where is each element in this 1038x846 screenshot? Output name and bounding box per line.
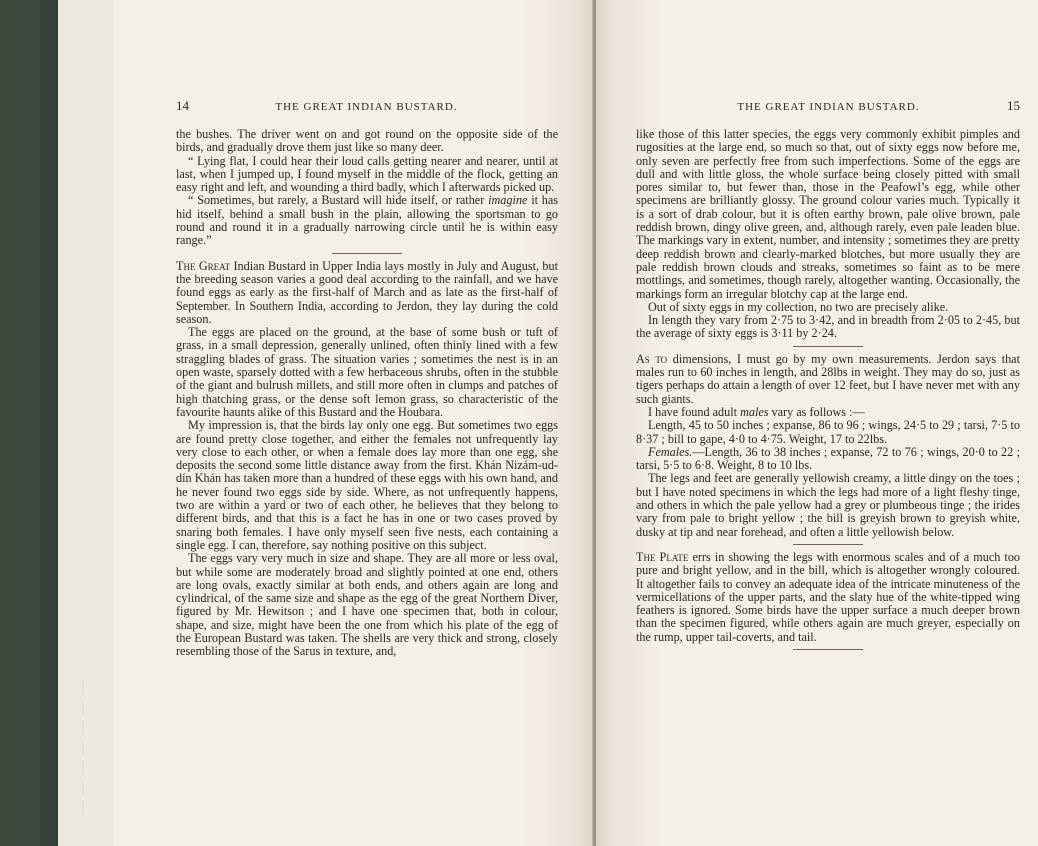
section-divider (793, 346, 863, 347)
paragraph: The Plate errs in showing the legs with enormous scales and of a much too pure and bright yellow, and in the bill, which is altogether wrongly coloured. It altogether fails to convey an adequate idea of the intricate minuteness of the vermicellations of the upper parts, and the slaty hue of the white-tipped wing feathers is ignored. Some birds have the upper surface a much deeper brown than the specimen figured, while others again are much greyer, especially on the rump, upper tail-coverts, and tail. (636, 549, 1021, 644)
paragraph: As to dimensions, I must go by my own measurements. Jerdon says that males run to 60 inches in length, and 28lbs in weight. They may do so, just as tigers perhaps do attain a length of over 12 feet, but I have never met with any such giants. (636, 351, 1020, 406)
paragraph: “ Lying flat, I could hear their loud calls getting nearer and nearer, until at last, when I jumped up, I found myself in the middle of the flock, getting an easy right and left, and wounding a third badly, which I afterwards picked up. (176, 153, 558, 195)
right-running-title: THE GREAT INDIAN BUSTARD. (737, 101, 920, 113)
paragraph: Length, 45 to 50 inches ; expanse, 86 to 96 ; wings, 24·5 to 29 ; tarsi, 7·5 to 8·37 ; bill to gape, 4·0 to 4·75. Weight, 17 to 22lbs. (636, 418, 1020, 446)
paragraph: The Great Indian Bustard in Upper India lays mostly in July and August, but the breeding season varies a good deal according to the rainfall, and we have found eggs as early as the first-half of March and as late as the first-half of September. In Southern India, according to Jerdon, they lay during the cold season. (176, 258, 558, 326)
paragraph: My impression is, that the birds lay only one egg. But sometimes two eggs are found pretty close together, and either the females not unfrequently lay very close to each other, or when a female does lay more than one egg, she deposits the second some little distance away from the first. Khán Nizám-ud-dín Khán has taken more than a hundred of these eggs with his own hand, and he never found two eggs side by side. Where, as not unfrequently happens, two are within a yard or two of each other, he believes that they belong to different birds, and that this is a fact he has in one or two cases proved by snaring both females. I have only myself seen five nests, each containing a single egg. I can, therefore, say nothing positive on this subject. (176, 418, 558, 552)
right-body-text (636, 128, 1020, 650)
right-running-head (636, 98, 1020, 114)
paragraph: I have found adult males vary as follows :— (648, 404, 865, 419)
section-divider (793, 544, 863, 545)
paragraph: The legs and feet are generally yellowish creamy, a little dingy on the toes ; but I have noted specimens in which the legs had more of a light fleshy tinge, and others in which the pale yellow had a grey or plumbeous tinge ; the irides vary from pale to bright yellow ; the bill is greyish brown to greyish white, dusky at tip and near forehead, and often a little yellowish below. (636, 471, 1020, 539)
right-page-number: 15 (1006, 98, 1020, 113)
left-page (114, 0, 594, 846)
paragraph: Females.—Length, 36 to 38 inches ; expanse, 72 to 76 ; wings, 20·0 to 22 ; tarsi, 5·5 to 6·8. Weight, 8 to 10 lbs. (636, 444, 1020, 473)
paragraph: the bushes. The driver went on and got round on the opposite side of the birds, and gradually drove them just like so many deer. (176, 127, 558, 155)
left-body-text (176, 128, 558, 659)
paragraph: Out of sixty eggs in my collection, no two are precisely alike. (648, 299, 949, 314)
section-divider (332, 253, 402, 254)
paragraph: The eggs are placed on the ground, at the base of some bush or tuft of grass, in a small depression, generally unlined, often thinly lined with a few straggling blades of grass. The situation varies ; sometimes the nest is in an open waste, sparsely dotted with a few herbaceous shrubs, often in the stubble of the giant and bulrush millets, and still more often in clumps and patches of high thatching grass, or the dense soft lemon grass, so characteristic of the favourite haunts alike of this Bustard and the Houbara. (176, 325, 558, 419)
book-spread (40, 0, 1038, 846)
left-running-title: THE GREAT INDIAN BUSTARD. (275, 101, 458, 113)
left-page-number: 14 (176, 98, 189, 113)
paragraph: In length they vary from 2·75 to 3·42, and in breadth from 2·05 to 2·45, but the average of sixty eggs is 3·11 by 2·24. (636, 313, 1020, 341)
paragraph: like those of this latter species, the eggs very commonly exhibit pimples and rugosities at the large end, so much so that, out of sixty eggs now before me, only seven are perfectly free from such imperfections. Some of the eggs are dull and with little gloss, the whole surface being closely pitted with small pores similar to, but fewer than, those in the Peafowl’s egg, while other specimens are brilliantly glossy. The ground colour varies much. Typically it is a sort of drab colour, but it is often earthy brown, pale olive brown, pale reddish brown, dingy olive green, and, although rarely, even pale leaden blue. The markings vary in extent, number, and intensity ; sometimes they are pretty deep reddish brown and clearly-marked blotches, but more usually they are pale reddish brown clouds and streaks, sometimes so faint as to be mere mottlings, and sometimes, though rarely, altogether wanting. Occasionally, the markings form an irregular blotchy cap at the large end. (636, 127, 1020, 301)
paragraph: “ Sometimes, but rarely, a Bustard will hide itself, or rather imagine it has hid itself, behind a small bush in the plain, allowing the sportsman to go round and round it in a gradually narrowing circle until he is within easy range.” (176, 193, 559, 248)
left-running-head (176, 98, 558, 114)
right-page (596, 0, 1038, 846)
paragraph: The eggs vary very much in size and shape. They are all more or less oval, but while some are moderately broad and slightly pointed at one end, others are long ovals, exactly similar at both ends, and others again are long and cylindrical, of the same size and shape as the egg of the great Northern Diver, figured by Mr. Hewitson ; and I have one specimen that, both in colour, shape, and size, might have been the one from which his plate of the egg of the European Bustard was taken. The shells are very thick and strong, closely resembling those of the Sarus in texture, and, (176, 551, 558, 659)
section-divider (793, 649, 863, 650)
page-tabs (82, 680, 90, 820)
